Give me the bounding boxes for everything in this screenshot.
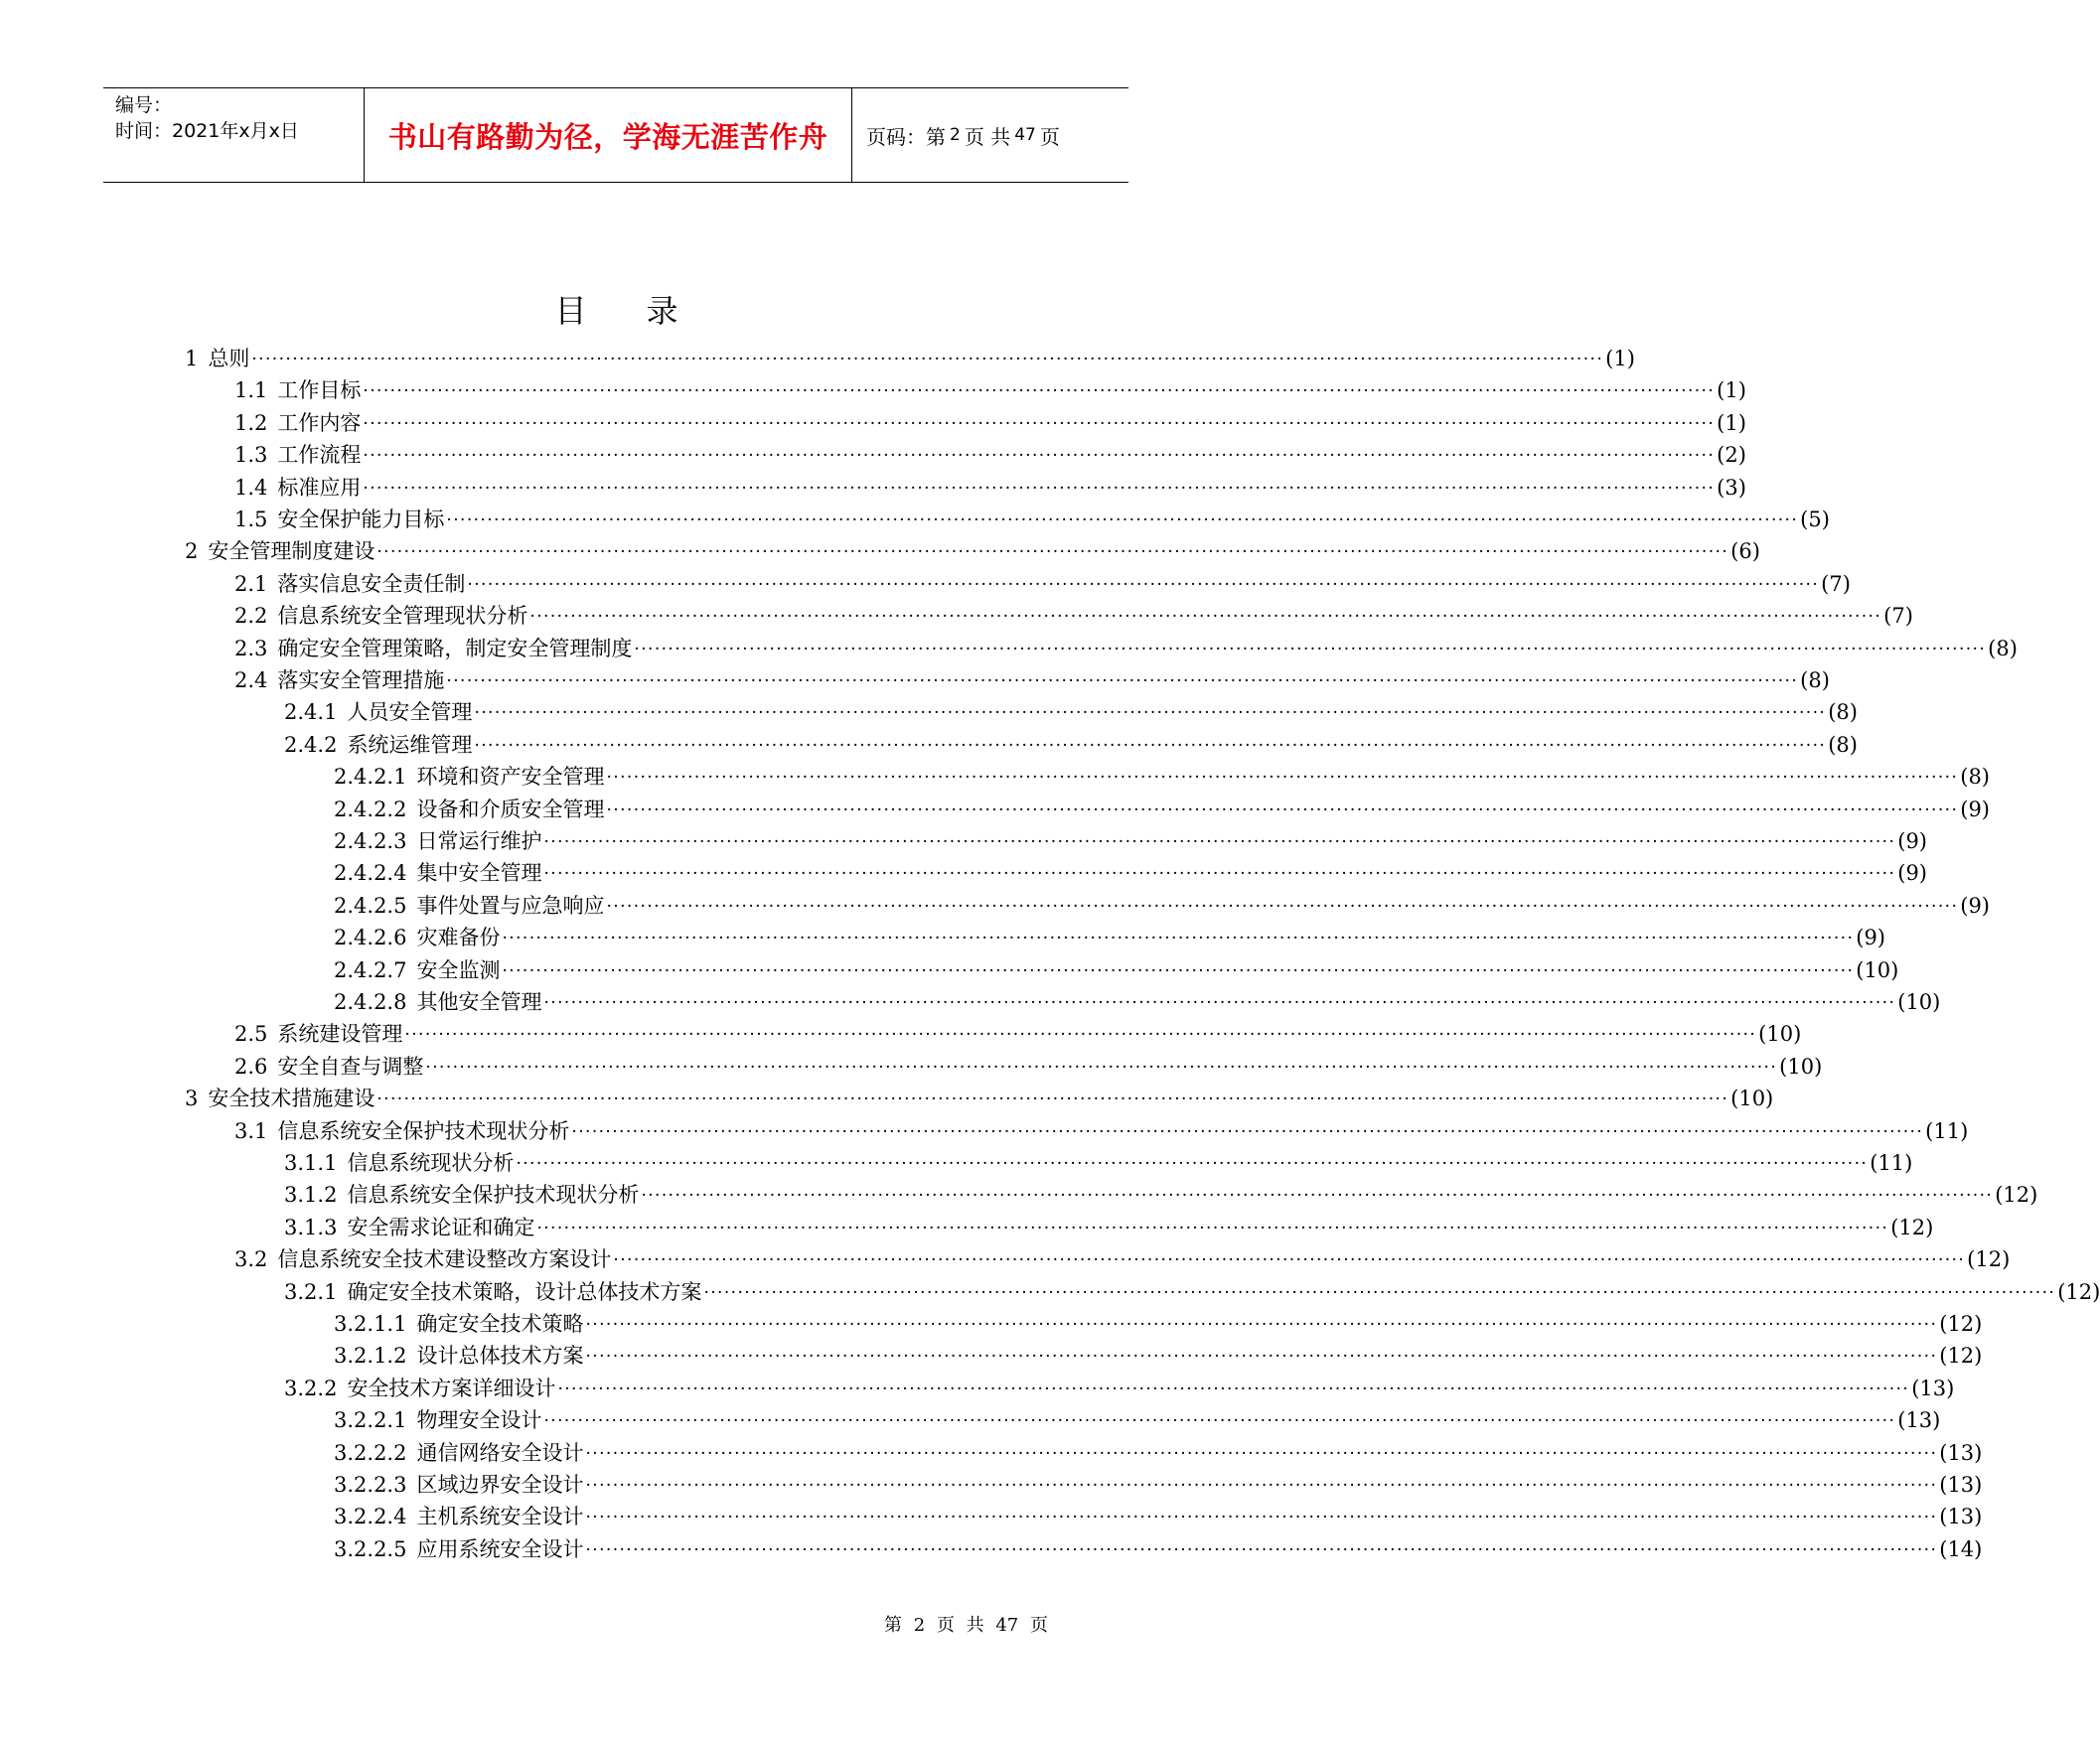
toc-entry-page: (8) xyxy=(1828,700,1858,725)
toc-dot-leader: ········································································································································································································ xyxy=(425,1057,1778,1078)
toc-entry-number: 3.2.1 xyxy=(284,1279,338,1304)
toc-entry[interactable] xyxy=(284,1177,2038,1209)
toc-entry-page: (10) xyxy=(1758,1022,1802,1047)
toc-entry[interactable] xyxy=(284,1210,1934,1241)
toc-entry-title: 设备和介质安全管理 xyxy=(416,797,605,821)
toc-dot-leader: ········································································································································································································ xyxy=(571,1121,1924,1142)
toc-entry-number: 3.1 xyxy=(234,1118,268,1143)
toc-dot-leader: ········································································································································································································ xyxy=(516,1154,1869,1174)
toc-entry[interactable] xyxy=(185,1081,1774,1112)
toc-entry-page: (9) xyxy=(1897,829,1927,853)
toc-dot-leader: ········································································································································································································ xyxy=(467,574,1820,595)
toc-entry-page: (5) xyxy=(1800,508,1830,531)
toc-entry-page: (9) xyxy=(1856,926,1885,950)
toc-entry-page: (11) xyxy=(1925,1118,1969,1143)
toc-entry-title: 工作流程 xyxy=(277,443,362,468)
toc-dot-leader: ········································································································································································································ xyxy=(502,929,1855,949)
toc-entry-number: 3.1.3 xyxy=(284,1215,338,1239)
page-suffix: 页 xyxy=(1039,124,1060,149)
toc-entry[interactable] xyxy=(284,1274,2100,1306)
toc-entry-page: (8) xyxy=(1800,668,1830,692)
toc-entry-number: 1.4 xyxy=(234,475,268,500)
toc-dot-leader: ········································································································································································································ xyxy=(543,864,1896,885)
toc-entry[interactable] xyxy=(334,792,1990,823)
toc-dot-leader: ········································································································································································································ xyxy=(634,639,1987,659)
toc-entry-title: 主机系统安全设计 xyxy=(416,1505,584,1529)
toc-entry-title: 确定安全管理策略，制定安全管理制度 xyxy=(277,636,633,660)
toc-title: 目录 xyxy=(554,292,738,330)
toc-entry-page: (13) xyxy=(1911,1376,1955,1400)
toc-dot-leader: ········································································································································································································ xyxy=(251,350,1604,369)
toc-entry[interactable] xyxy=(234,502,1830,533)
toc-entry[interactable] xyxy=(334,984,1941,1016)
toc-entry-number: 1.2 xyxy=(234,410,268,435)
toc-entry-page: (9) xyxy=(1960,797,1990,821)
page-footer: 第 2 页 共 47 页 xyxy=(884,1615,1048,1636)
toc-entry-title: 信息系统安全技术建设整改方案设计 xyxy=(277,1247,612,1272)
toc-entry-page: (13) xyxy=(1939,1473,1983,1497)
toc-dot-leader: ········································································································································································································ xyxy=(543,832,1896,852)
toc-entry-number: 1 xyxy=(185,347,199,370)
toc-entry-number: 3.2.1.2 xyxy=(334,1344,407,1369)
toc-entry-title: 信息系统安全保护技术现状分析 xyxy=(347,1183,640,1208)
toc-entry-page: (11) xyxy=(1870,1151,1913,1175)
toc-entry-number: 3.2.2.2 xyxy=(334,1440,407,1465)
toc-entry-number: 2.4.2.6 xyxy=(334,926,407,950)
toc-entry-title: 通信网络安全设计 xyxy=(416,1440,584,1465)
toc-entry-number: 3 xyxy=(185,1087,199,1111)
toc-entry-title: 确定安全技术策略，设计总体技术方案 xyxy=(347,1279,702,1304)
toc-entry[interactable] xyxy=(185,341,1635,372)
toc-entry-title: 总则 xyxy=(208,347,250,370)
toc-entry-number: 2.4.2 xyxy=(284,732,338,757)
toc-entry-title: 安全保护能力目标 xyxy=(277,508,445,531)
toc-dot-leader: ········································································································································································································ xyxy=(543,993,1896,1013)
toc-entry-number: 2.4.2.7 xyxy=(334,957,407,982)
toc-entry[interactable] xyxy=(234,598,1913,630)
toc-entry-title: 设计总体技术方案 xyxy=(416,1344,584,1369)
toc-entry-title: 安全需求论证和确定 xyxy=(347,1215,535,1239)
toc-entry-number: 3.1.2 xyxy=(284,1183,338,1208)
toc-entry[interactable] xyxy=(284,1371,1955,1402)
toc-entry-page: (6) xyxy=(1730,539,1760,564)
toc-entry-page: (8) xyxy=(1988,636,2018,660)
toc-entry-title: 信息系统安全管理现状分析 xyxy=(277,604,528,629)
toc-entry-page: (10) xyxy=(1897,990,1941,1014)
toc-entry-title: 安全技术方案详细设计 xyxy=(347,1376,556,1400)
toc-entry-number: 2.4.2.1 xyxy=(334,765,407,790)
toc-entry-number: 2.6 xyxy=(234,1054,268,1079)
toc-entry-title: 日常运行维护 xyxy=(416,829,542,853)
toc-dot-leader: ········································································································································································································ xyxy=(641,1186,1994,1207)
toc-entry-page: (1) xyxy=(1717,410,1746,435)
toc-dot-leader: ········································································································································································································ xyxy=(363,446,1716,467)
toc-dot-leader: ········································································································································································································ xyxy=(363,478,1716,499)
toc-dot-leader: ········································································································································································································ xyxy=(703,1282,2056,1303)
page-mid: 页 共 xyxy=(964,124,1011,149)
toc-dot-leader: ········································································································································································································ xyxy=(613,1250,1966,1271)
toc-entry-number: 3.1.1 xyxy=(284,1151,338,1175)
page-current: 2 xyxy=(950,125,961,145)
toc-dot-leader: ········································································································································································································ xyxy=(536,1218,1889,1238)
toc-entry-number: 2 xyxy=(185,539,199,564)
document-time-label: 时间：2021年x月x日 xyxy=(115,120,299,142)
toc-dot-leader: ········································································································································································································ xyxy=(502,960,1855,981)
toc-entry[interactable] xyxy=(234,405,1746,437)
toc-entry[interactable] xyxy=(334,952,1899,984)
toc-entry-title: 安全监测 xyxy=(416,957,501,982)
header-motto xyxy=(365,88,852,182)
toc-entry[interactable] xyxy=(234,662,1830,694)
toc-dot-leader: ········································································································································································································ xyxy=(585,1315,1938,1335)
toc-dot-leader: ········································································································································································································ xyxy=(606,768,1959,789)
toc-entry-title: 安全管理制度建设 xyxy=(208,539,375,564)
toc-entry-page: (13) xyxy=(1939,1440,1983,1465)
toc-dot-leader: ········································································································································································································ xyxy=(376,542,1729,563)
toc-entry[interactable] xyxy=(334,920,1885,951)
toc-entry-number: 2.5 xyxy=(234,1022,268,1047)
toc-dot-leader: ········································································································································································································ xyxy=(446,510,1799,530)
toc-entry-title: 标准应用 xyxy=(277,475,362,500)
toc-entry-page: (12) xyxy=(1995,1183,2038,1208)
toc-entry-title: 物理安全设计 xyxy=(416,1408,542,1433)
toc-entry-title: 人员安全管理 xyxy=(347,700,473,725)
toc-entry-page: (12) xyxy=(1967,1247,2011,1272)
toc-entry[interactable] xyxy=(284,727,1858,759)
toc-entry-number: 3.2.2 xyxy=(284,1376,338,1400)
toc-entry-number: 3.2 xyxy=(234,1247,268,1272)
toc-entry-title: 集中安全管理 xyxy=(416,861,542,886)
header-page-info xyxy=(852,88,1142,182)
toc-dot-leader: ········································································································································································································ xyxy=(529,607,1882,628)
toc-entry-page: (13) xyxy=(1897,1408,1941,1433)
toc-entry[interactable] xyxy=(185,533,1760,565)
toc-entry[interactable] xyxy=(234,1113,1969,1145)
toc-entry[interactable] xyxy=(234,470,1746,502)
toc-entry[interactable] xyxy=(334,823,1927,855)
toc-entry[interactable] xyxy=(334,1499,1983,1530)
toc-entry-number: 3.2.1.1 xyxy=(334,1312,407,1336)
toc-entry[interactable] xyxy=(234,372,1746,404)
toc-dot-leader: ········································································································································································································ xyxy=(585,1443,1938,1464)
toc-entry-page: (13) xyxy=(1939,1505,1983,1529)
toc-entry-title: 安全自查与调整 xyxy=(277,1054,424,1079)
toc-dot-leader: ········································································································································································································ xyxy=(404,1025,1757,1046)
toc-entry-number: 3.2.2.1 xyxy=(334,1408,407,1433)
toc-dot-leader: ········································································································································································································ xyxy=(585,1539,1938,1560)
toc-entry[interactable] xyxy=(334,1306,1983,1338)
toc-entry-page: (9) xyxy=(1960,893,1990,918)
toc-entry[interactable] xyxy=(234,631,2018,662)
toc-entry-title: 应用系统安全设计 xyxy=(416,1536,584,1561)
motto-text: 书山有路勤为径，学海无涯苦作舟 xyxy=(387,119,828,154)
toc-entry[interactable] xyxy=(334,1467,1983,1499)
page-total: 47 xyxy=(1014,125,1036,145)
toc-entry-page: (1) xyxy=(1605,347,1635,370)
toc-entry-number: 2.4.2.3 xyxy=(334,829,407,853)
toc-entry[interactable] xyxy=(234,1241,2011,1273)
toc-dot-leader: ········································································································································································································ xyxy=(543,1411,1896,1432)
toc-entry-page: (8) xyxy=(1828,732,1858,757)
toc-entry-number: 1.1 xyxy=(234,378,268,403)
toc-entry[interactable] xyxy=(284,1145,1913,1177)
toc-entry-number: 3.2.2.4 xyxy=(334,1505,407,1529)
toc-entry-title: 信息系统现状分析 xyxy=(347,1151,515,1175)
toc-entry-number: 3.2.2.5 xyxy=(334,1536,407,1561)
toc-entry-title: 灾难备份 xyxy=(416,926,501,950)
toc-dot-leader: ········································································································································································································ xyxy=(585,1347,1938,1368)
toc-dot-leader: ········································································································································································································ xyxy=(585,1476,1938,1496)
toc-entry-title: 信息系统安全保护技术现状分析 xyxy=(277,1118,570,1143)
toc-entry[interactable] xyxy=(334,1338,1983,1370)
toc-entry-title: 工作目标 xyxy=(277,378,362,403)
toc-dot-leader: ········································································································································································································ xyxy=(474,703,1827,724)
toc-entry-title: 其他安全管理 xyxy=(416,990,542,1014)
toc-entry-title: 安全技术措施建设 xyxy=(208,1087,375,1111)
toc-entry-page: (10) xyxy=(1779,1054,1823,1079)
toc-entry-title: 落实安全管理措施 xyxy=(277,668,445,692)
toc-entry[interactable] xyxy=(284,694,1858,726)
toc-entry-number: 2.3 xyxy=(234,636,268,660)
toc-dot-leader: ········································································································································································································ xyxy=(606,896,1959,917)
toc-dot-leader: ········································································································································································································ xyxy=(585,1508,1938,1528)
toc-entry-page: (12) xyxy=(1939,1312,1983,1336)
toc-entry-number: 2.4 xyxy=(234,668,268,692)
toc-entry-title: 系统建设管理 xyxy=(277,1022,403,1047)
toc-entry-number: 2.4.2.5 xyxy=(334,893,407,918)
toc-entry-page: (14) xyxy=(1939,1536,1983,1561)
toc-dot-leader: ········································································································································································································ xyxy=(474,735,1827,756)
toc-dot-leader: ········································································································································································································ xyxy=(363,413,1716,434)
toc-entry[interactable] xyxy=(334,759,1990,791)
toc-entry-number: 2.2 xyxy=(234,604,268,629)
toc-entry-title: 落实信息安全责任制 xyxy=(277,571,466,596)
toc-entry-page: (1) xyxy=(1717,378,1746,403)
page-prefix: 页码：第 xyxy=(866,124,946,149)
toc-entry-page: (7) xyxy=(1821,571,1851,596)
header-meta xyxy=(103,88,365,182)
toc-entry[interactable] xyxy=(234,1016,1802,1048)
toc-entry[interactable] xyxy=(234,1049,1823,1081)
toc-entry-page: (10) xyxy=(1730,1087,1774,1111)
toc-entry-number: 2.4.2.8 xyxy=(334,990,407,1014)
toc-dot-leader: ········································································································································································································ xyxy=(363,381,1716,402)
toc-entry[interactable] xyxy=(334,1402,1941,1434)
toc-entry-page: (9) xyxy=(1897,861,1927,886)
toc-entry-page: (7) xyxy=(1883,604,1913,629)
toc-entry-page: (12) xyxy=(1890,1215,1934,1239)
toc-entry-page: (2) xyxy=(1717,443,1746,468)
toc-entry-title: 确定安全技术策略 xyxy=(416,1312,584,1336)
toc-entry-title: 环境和资产安全管理 xyxy=(416,765,605,790)
toc-entry-page: (8) xyxy=(1960,765,1990,790)
toc-dot-leader: ········································································································································································································ xyxy=(446,671,1799,691)
toc-entry[interactable] xyxy=(234,437,1746,469)
toc-entry-number: 2.4.2.2 xyxy=(334,797,407,821)
page-header xyxy=(103,87,1128,183)
toc-dot-leader: ········································································································································································································ xyxy=(376,1089,1729,1110)
toc-entry-page: (10) xyxy=(1856,957,1899,982)
toc-entry[interactable] xyxy=(334,1435,1983,1467)
toc-entry-number: 1.3 xyxy=(234,443,268,468)
toc-entry-page: (12) xyxy=(1939,1344,1983,1369)
toc-entry-title: 事件处置与应急响应 xyxy=(416,893,605,918)
toc-entry-title: 工作内容 xyxy=(277,410,362,435)
toc-dot-leader: ········································································································································································································ xyxy=(557,1379,1910,1399)
toc-entry[interactable] xyxy=(334,855,1927,887)
toc-entry-number: 3.2.2.3 xyxy=(334,1473,407,1497)
toc-entry-number: 2.1 xyxy=(234,571,268,596)
toc-entry[interactable] xyxy=(334,888,1990,920)
toc-entry-number: 2.4.1 xyxy=(284,700,338,725)
toc-entry[interactable] xyxy=(234,566,1851,598)
toc-entry-number: 1.5 xyxy=(234,508,268,531)
toc-entry-title: 区域边界安全设计 xyxy=(416,1473,584,1497)
document-number-label: 编号： xyxy=(115,94,173,116)
toc-entry-number: 2.4.2.4 xyxy=(334,861,407,886)
toc-entry-page: (12) xyxy=(2057,1279,2100,1304)
toc-dot-leader: ········································································································································································································ xyxy=(606,799,1959,820)
toc-entry-page: (3) xyxy=(1717,475,1746,500)
toc-entry-title: 系统运维管理 xyxy=(347,732,473,757)
toc-entry[interactable] xyxy=(334,1531,1983,1563)
